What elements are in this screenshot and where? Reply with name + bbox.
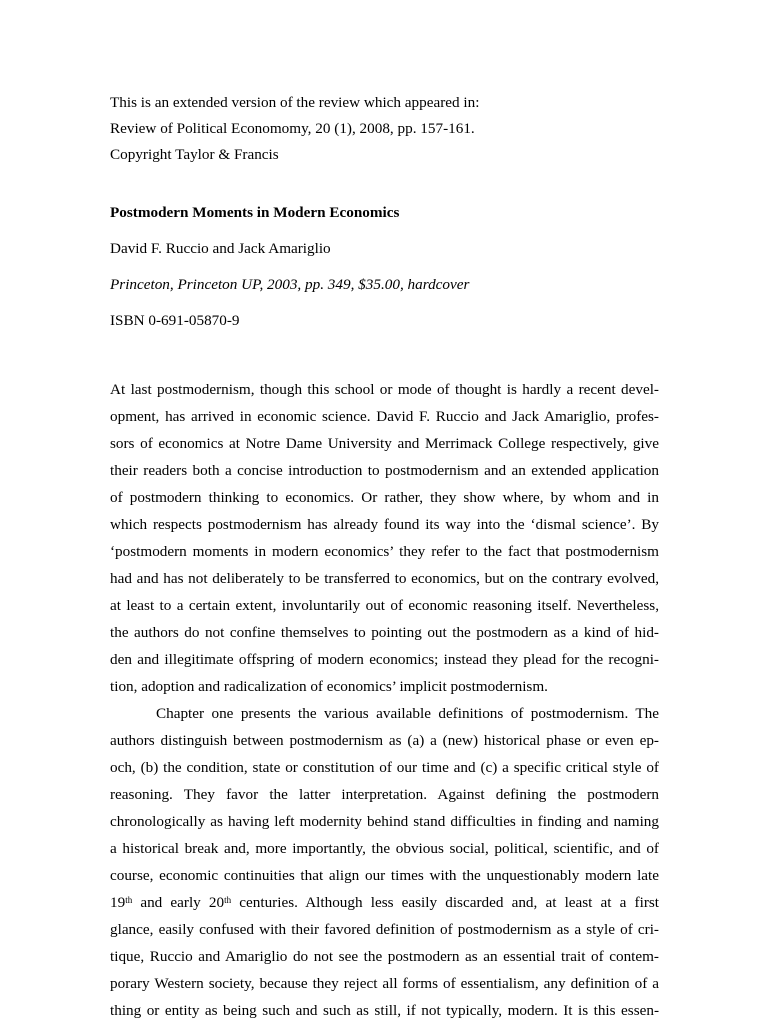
isbn: ISBN 0-691-05870-9 xyxy=(110,312,240,329)
copyright-line: Copyright Taylor & Francis xyxy=(110,146,279,163)
text-line: opment, has arrived in economic science. David F. Ruccio and Jack Amariglio, profes- xyxy=(110,408,659,425)
text-line: had and has not deliberately to be transferred to economics, but on the contrary evolved, xyxy=(110,570,659,587)
text-fragment: centuries. Although less easily discarded and, at least at a first xyxy=(231,894,660,911)
text-fragment: and early 20 xyxy=(132,894,225,911)
text-line: den and illegitimate offspring of modern economics; instead they plead for the recogni- xyxy=(110,651,659,668)
text-line: tique, Ruccio and Amariglio do not see the postmodern as an essential trait of contem- xyxy=(110,948,659,965)
text-line-with-superscripts xyxy=(110,889,659,916)
text-line: glance, easily confused with their favored definition of postmodernism as a style of cri- xyxy=(110,921,659,938)
text-line: chronologically as having left modernity behind stand difficulties in finding and naming xyxy=(110,813,659,830)
book-authors: David F. Ruccio and Jack Amariglio xyxy=(110,240,331,257)
text-line: their readers both a concise introduction to postmodernism and an extended application xyxy=(110,462,659,479)
superscript: th xyxy=(125,895,133,905)
text-line: the authors do not confine themselves to pointing out the postmodern as a kind of hid- xyxy=(110,624,659,641)
text-line: which respects postmodernism has already found its way into the ‘dismal science’. By xyxy=(110,516,659,533)
review-body xyxy=(110,376,659,1024)
citation-line-1: This is an extended version of the review which appeared in: xyxy=(110,94,480,111)
book-title: Postmodern Moments in Modern Economics xyxy=(110,204,400,221)
paragraph-2 xyxy=(110,700,659,1024)
text-line: ‘postmodern moments in modern economics’ they refer to the fact that postmodernism xyxy=(110,543,659,560)
text-line: At last postmodernism, though this school or mode of thought is hardly a recent devel- xyxy=(110,381,659,398)
text-line: och, (b) the condition, state or constitution of our time and (c) a specific critical style of xyxy=(110,759,659,776)
text-line: reasoning. They favor the latter interpretation. Against defining the postmodern xyxy=(110,786,659,803)
text-line: Chapter one presents the various available definitions of postmodernism. The xyxy=(156,705,659,722)
superscript: th xyxy=(224,895,232,905)
text-line: at least to a certain extent, involuntarily out of economic reasoning itself. Nevertheless, xyxy=(110,597,659,614)
text-line: porary Western society, because they reject all forms of essentialism, any definition of a xyxy=(110,975,659,992)
text-line: tion, adoption and radicalization of economics’ implicit postmodernism. xyxy=(110,678,548,695)
text-line: course, economic continuities that align our times with the unquestionably modern late xyxy=(110,867,659,884)
document-page xyxy=(110,90,660,1019)
text-line: of postmodern thinking to economics. Or rather, they show where, by whom and in xyxy=(110,489,659,506)
publication-info: Princeton, Princeton UP, 2003, pp. 349, $35.00, hardcover xyxy=(110,276,470,293)
text-line: a historical break and, more importantly, the obvious social, political, scientific, and of xyxy=(110,840,659,857)
text-line: authors distinguish between postmodernism as (a) a (new) historical phase or even ep- xyxy=(110,732,659,749)
paragraph-1 xyxy=(110,376,659,700)
text-line: sors of economics at Notre Dame University and Merrimack College respectively, give xyxy=(110,435,659,452)
text-line: thing or entity as being such and such as still, if not typically, modern. It is this essen- xyxy=(110,1002,659,1019)
text-fragment: 19 xyxy=(110,894,126,911)
citation-line-2: Review of Political Economomy, 20 (1), 2008, pp. 157-161. xyxy=(110,120,475,137)
